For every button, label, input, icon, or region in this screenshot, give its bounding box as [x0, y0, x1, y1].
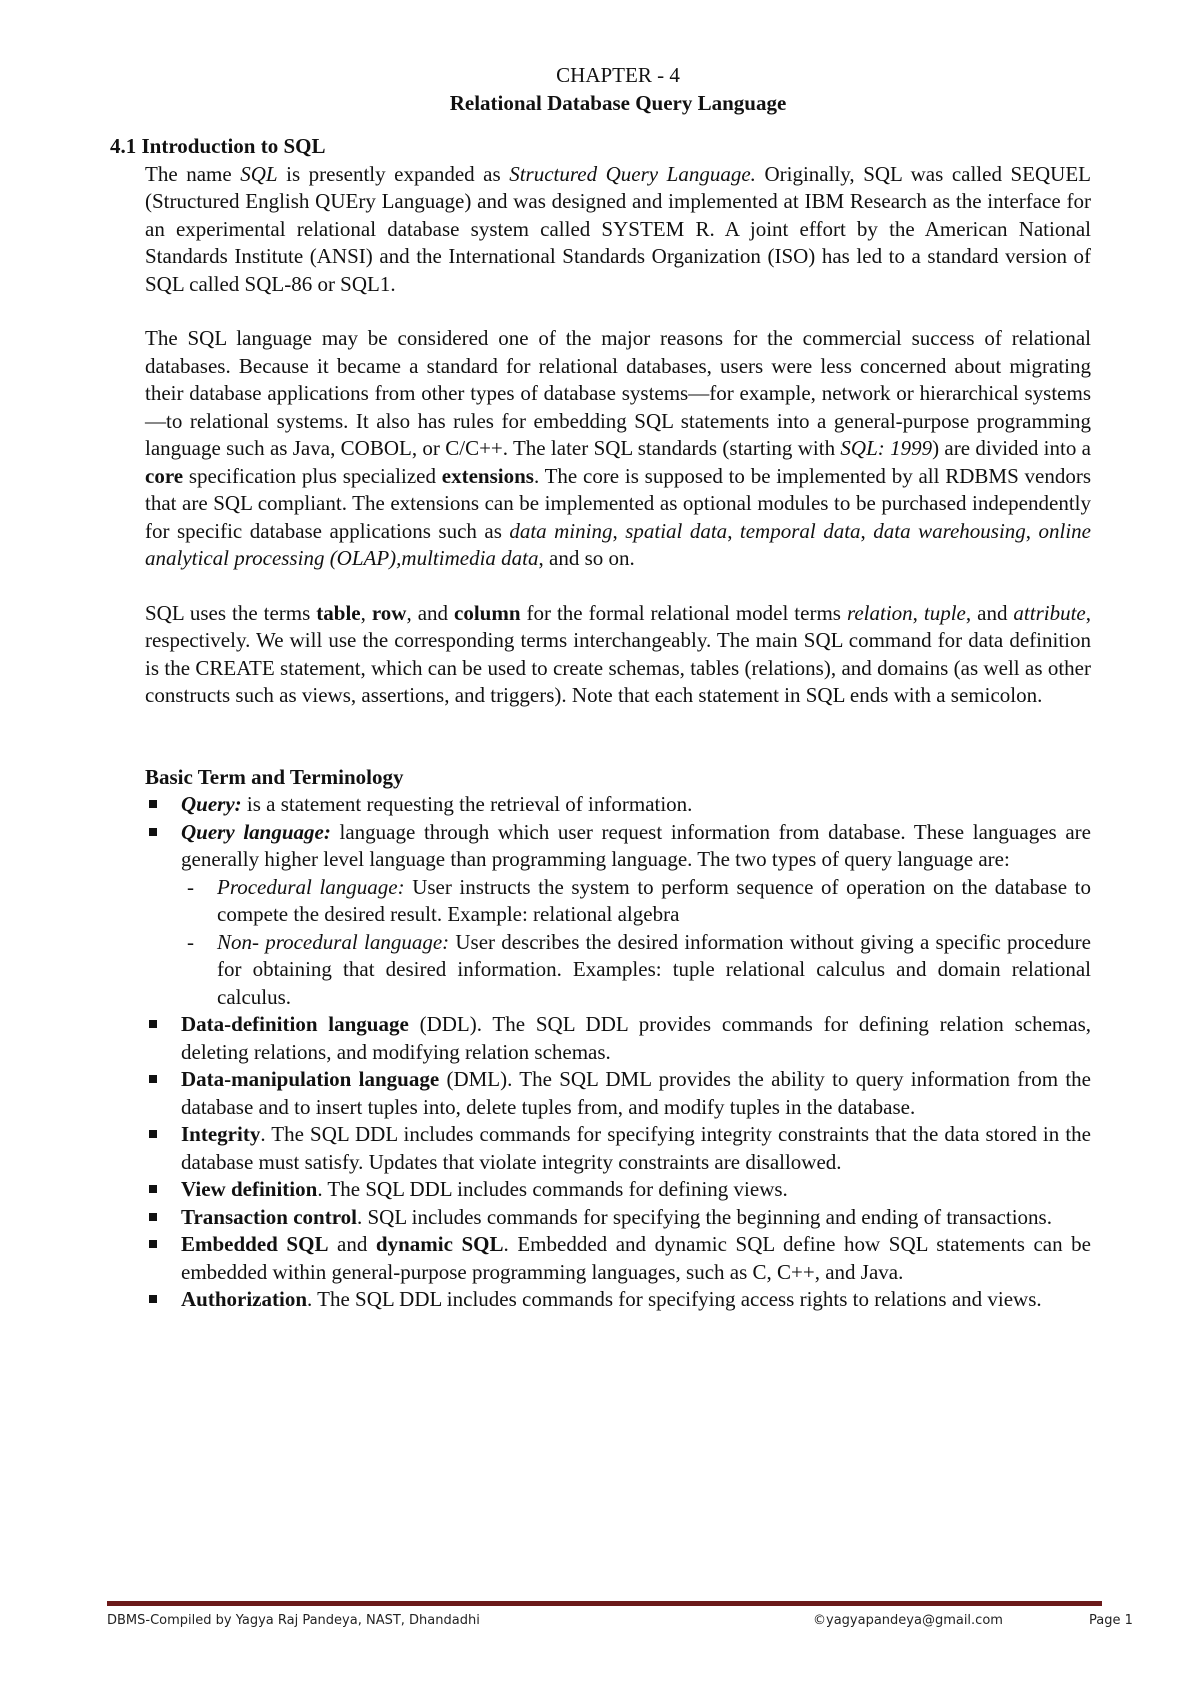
page-content — [110, 62, 1092, 1314]
list-item: Embedded SQL and dynamic SQL. Embedded and dynamic SQL define how SQL statements can be embedded within general-purpose programming languages, such as C, C++, and Java. — [145, 1231, 1091, 1286]
sql-standard-paragraph: The SQL language may be considered one of the major reasons for the commercial success of relational databases. Because it became a standard for relational databases, users were less concerned about migrating their database applications from other types of database systems—for example, network or hierarchical systems—to relational systems. It also has rules for embedding SQL statements into a general-purpose programming language such as Java, COBOL, or C/C++. The later SQL standards (starting with SQL: 1999) are divided into a core specification plus specialized extensions. The core is supposed to be implemented by all RDBMS vendors that are SQL compliant. The extensions can be implemented as optional modules to be purchased independently for specific database applications such as data mining, spatial data, temporal data, data warehousing, online analytical processing (OLAP),multimedia data, and so on. — [145, 326, 1092, 570]
terms-heading: Basic Term and Terminology — [145, 764, 404, 789]
sub-list-item: - Non- procedural language: User describes the desired information without giving a specific procedure for obtaining that desired information. Examples: tuple relational calculus and domain relational calculus. — [187, 929, 1091, 1009]
list-item: Data-definition language (DDL). The SQL DDL provides commands for defining relation schemas, deleting relations, and modifying relation schemas. — [145, 1011, 1091, 1066]
list-item: Data-manipulation language (DML). The SQL DML provides the ability to query information from the database and to insert tuples into, delete tuples from, and modify tuples in the database. — [145, 1066, 1091, 1121]
terms-list — [145, 791, 1091, 1314]
chapter-title: Relational Database Query Language — [449, 90, 787, 115]
intro-paragraph: The name SQL is presently expanded as Structured Query Language. Originally, SQL was called SEQUEL (Structured English QUEry Language) and was designed and implemented at IBM Research as the interface for an experimental relational database system called SYSTEM R. A joint effort by the American National Standards Institute (ANSI) and the International Standards Organization (ISO) has led to a standard version of SQL called SQL-86 or SQL1. — [145, 161, 1091, 296]
footer-email: ©yagyapandeya@gmail.com — [813, 1613, 1003, 1628]
query-language-types-list — [181, 874, 1091, 1012]
dash-icon: - — [187, 929, 194, 954]
footer-author: DBMS-Compiled by Yagya Raj Pandeya, NAST, Dhandadhi — [107, 1613, 480, 1628]
bullet-square-icon — [149, 1185, 157, 1193]
bullet-square-icon — [149, 1295, 157, 1303]
chapter-label: CHAPTER - 4 — [556, 63, 680, 87]
bullet-square-icon — [149, 828, 157, 836]
list-item: Integrity. The SQL DDL includes commands for specifying integrity constraints that the data stored in the database must satisfy. Updates that violate integrity constraints are disallowed. — [145, 1121, 1091, 1176]
list-item: View definition. The SQL DDL includes commands for defining views. — [145, 1176, 1091, 1204]
bullet-square-icon — [149, 800, 157, 808]
bullet-square-icon — [149, 1240, 157, 1248]
bullet-square-icon — [149, 1213, 157, 1221]
bullet-square-icon — [149, 1020, 157, 1028]
list-item: Query: is a statement requesting the retrieval of information. — [145, 791, 1091, 819]
bullet-square-icon — [149, 1130, 157, 1138]
section-heading: 4.1 Introduction to SQL — [110, 134, 326, 158]
list-item: Authorization. The SQL DDL includes commands for specifying access rights to relations and views. — [145, 1286, 1091, 1314]
page-number: Page 1 — [1089, 1613, 1133, 1628]
footer-rule — [107, 1601, 1102, 1606]
bullet-square-icon — [149, 1075, 157, 1083]
list-item: Query language: language through which user request information from database. These languages are generally higher level language than programming language. The two types of query language are: - Procedural language: User instructs the system to perform sequence of operation on the database to compete the desired result. Example: relational algebra - Non- procedural language: User describes the desired information without giving a specific procedure for obtaining that desired information. Examples: tuple relational calculus and domain relational calculus. — [145, 819, 1091, 1012]
dash-icon: - — [187, 874, 194, 899]
list-item: Transaction control. SQL includes commands for specifying the beginning and ending of transactions. — [145, 1204, 1091, 1232]
sql-terms-paragraph: SQL uses the terms table, row, and column for the formal relational model terms relation, tuple, and attribute, respectively. We will use the corresponding terms interchangeably. The main SQL command for data definition is the CREATE statement, which can be used to create schemas, tables (relations), and domains (as well as other constructs such as views, assertions, and triggers). Note that each statement in SQL ends with a semicolon. — [145, 600, 1092, 707]
sub-list-item: - Procedural language: User instructs the system to perform sequence of operation on the database to compete the desired result. Example: relational algebra — [187, 874, 1091, 926]
